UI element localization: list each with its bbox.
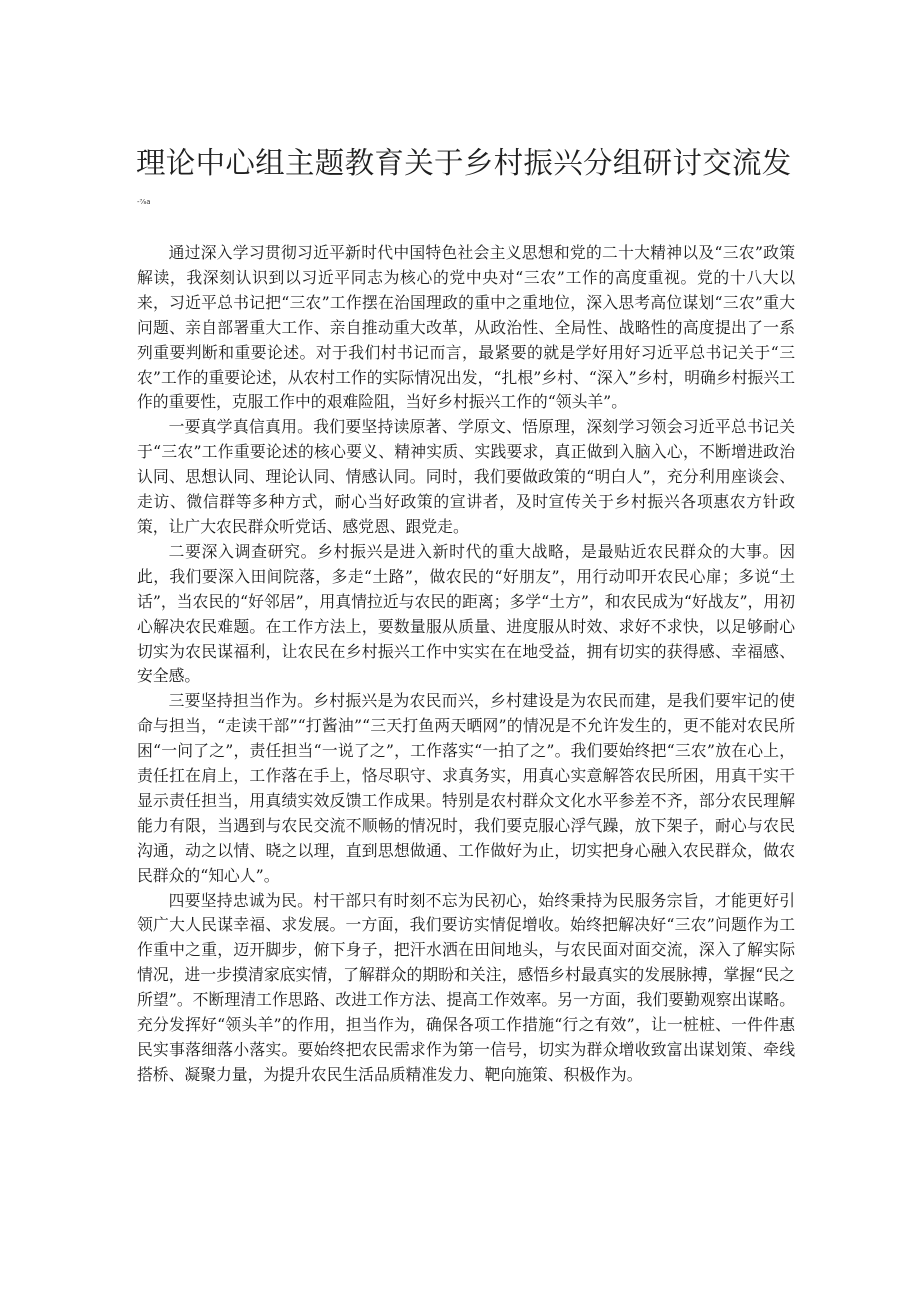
- document-subtitle-mark: -⅞a: [137, 198, 151, 206]
- paragraph-point-1: 一要真学真信真用。我们要坚持读原著、学原文、悟原理，深刻学习领会习近平总书记关于“三农”工作重要论述的核心要义、精神实质、实践要求，真正做到入脑入心，不断增进政治认同、思想认同、理论认同、情感认同。同时，我们要做政策的“明白人”，充分利用座谈会、走访、微信群等多种方式，耐心当好政策的宣讲者，及时宣传关于乡村振兴各项惠农方针政策，让广大农民群众听党话、感党恩、跟党走。: [137, 417, 795, 536]
- paragraph-point-4: 四要坚持忠诚为民。村干部只有时刻不忘为民初心，始终秉持为民服务宗旨，才能更好引领广大人民谋幸福、求发展。一方面，我们要访实情促增收。始终把解决好“三农”问题作为工作重中之重，迈开脚步，俯下身子，把汗水洒在田间地头，与农民面对面交流，深入了解实际情况，进一步摸清家底实情，了解群众的期盼和关注，感悟乡村最真实的发展脉搏，掌握“民之所望”。不断理清工作思路、改进工作方法、提高工作效率。另一方面，我们要勤观察出谋略。充分发挥好“领头羊”的作用，担当作为，确保各项工作措施“行之有效”，让一桩桩、一件件惠民实事落细落小落实。要始终把农民需求作为第一信号，切实为群众增收致富出谋划策、牵线搭桥、凝聚力量，为提升农民生活品质精准发力、靶向施策、积极作为。: [137, 890, 795, 1084]
- document-body: [137, 241, 795, 1088]
- paragraph-intro: 通过深入学习贯彻习近平新时代中国特色社会主义思想和党的二十大精神以及“三农”政策解读，我深刻认识到以习近平同志为核心的党中央对“三农”工作的高度重视。党的十八大以来，习近平总书记把“三农”工作摆在治国理政的重中之重地位，深入思考高位谋划“三农”重大问题、亲自部署重大工作、亲自推动重大改革，从政治性、全局性、战略性的高度提出了一系列重要判断和重要论述。对于我们村书记而言，最紧要的就是学好用好习近平总书记关于“三农”工作的重要论述，从农村工作的实际情况出发，“扎根”乡村、“深入”乡村，明确乡村振兴工作的重要性，克服工作中的艰难险阻，当好乡村振兴工作的“领头羊”。: [137, 243, 795, 412]
- document-title: 理论中心组主题教育关于乡村振兴分组研讨交流发: [136, 146, 792, 180]
- paragraph-point-2: 二要深入调查研究。乡村振兴是进入新时代的重大战略，是最贴近农民群众的大事。因此，我们要深入田间院落，多走“土路”，做农民的“好朋友”，用行动叩开农民心扉；多说“土话”，当农民的“好邻居”，用真情拉近与农民的距离；多学“土方”，和农民成为“好战友”，用初心解决农民难题。在工作方法上，要数量服从质量、进度服从时效、求好不求快，以足够耐心切实为农民谋福利，让农民在乡村振兴工作中实实在在地受益，拥有切实的获得感、幸福感、安全感。: [137, 541, 795, 686]
- paragraph-point-3: 三要坚持担当作为。乡村振兴是为农民而兴，乡村建设是为农民而建，是我们要牢记的使命与担当，“走读干部”“打酱油”“三天打鱼两天晒网”的情况是不允许发生的，更不能对农民所困“一问了之”，责任担当“一说了之”，工作落实“一拍了之”。我们要始终把“三农”放在心上，责任扛在肩上，工作落在手上，恪尽职守、求真务实，用真心实意解答农民所困，用真干实干显示责任担当，用真绩实效反馈工作成果。特别是农村群众文化水平参差不齐，部分农民理解能力有限，当遇到与农民交流不顺畅的情况时，我们要克服心浮气躁，放下架子，耐心与农民沟通，动之以情、晓之以理，直到思想做通、工作做好为止，切实把身心融入农民群众，做农民群众的“知心人”。: [137, 691, 795, 885]
